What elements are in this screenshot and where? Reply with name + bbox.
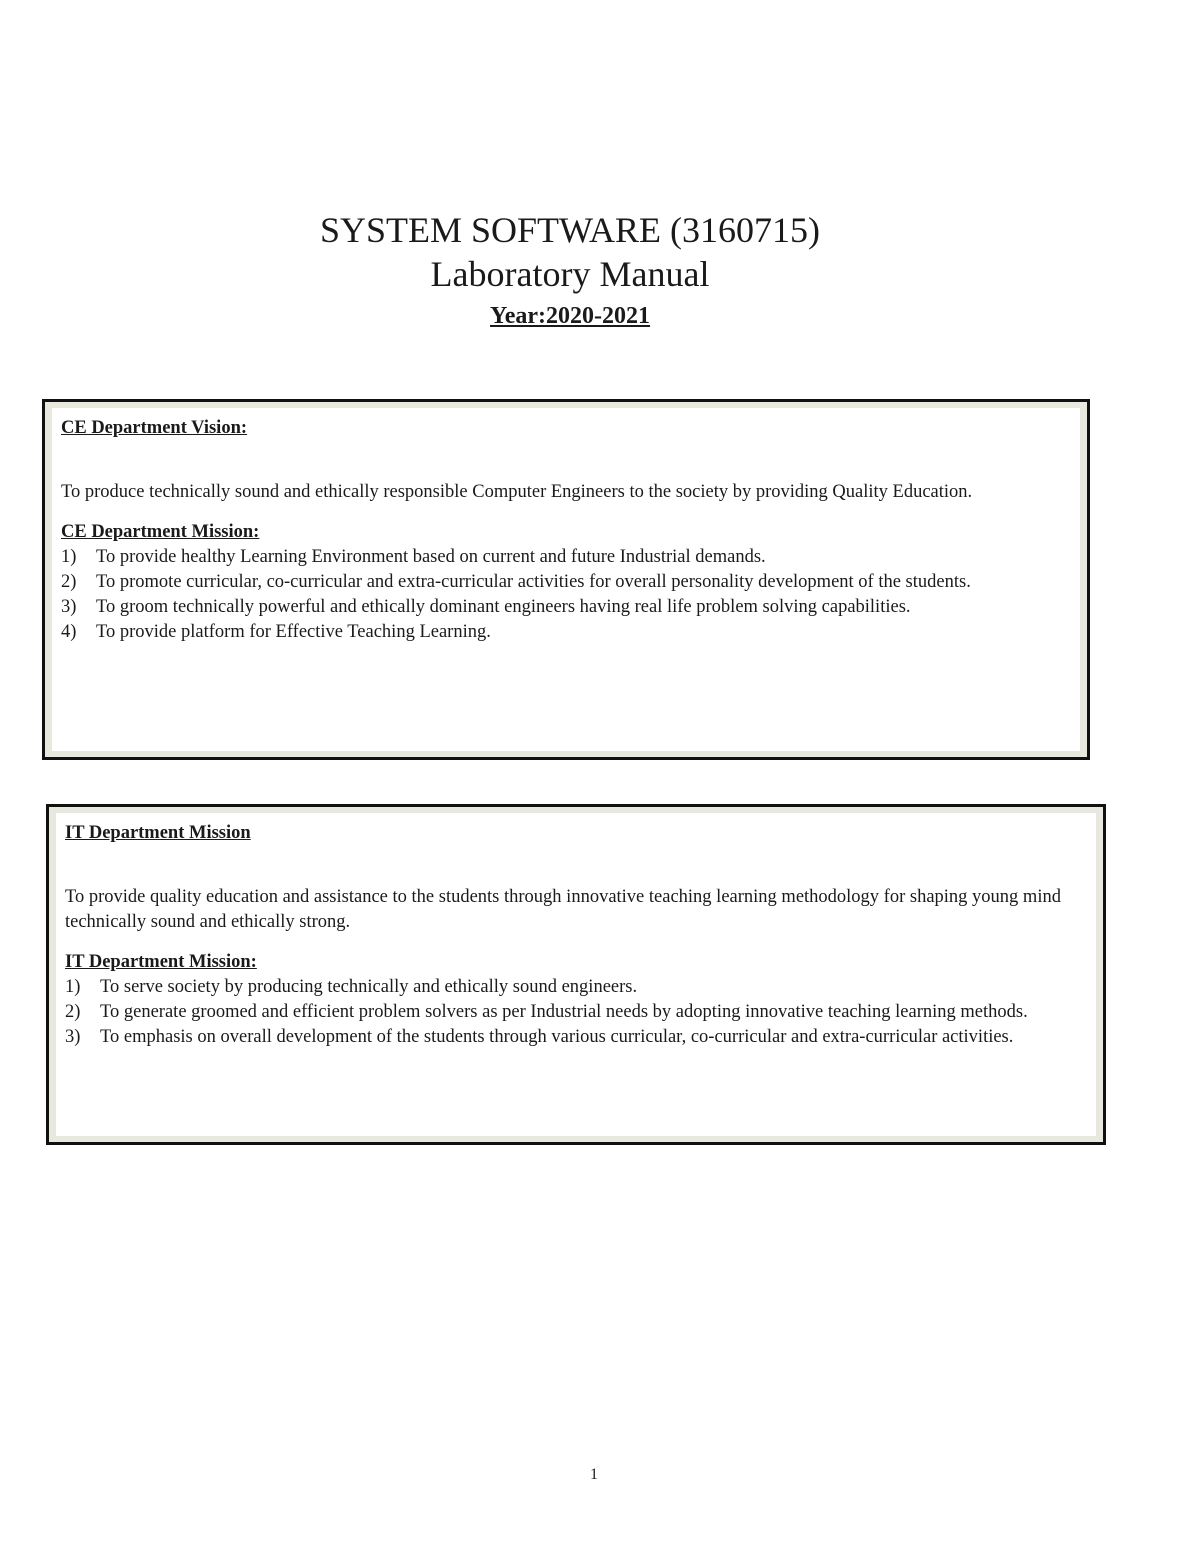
title-block [0, 208, 1140, 336]
list-item-text: To serve society by producing technically and ethically sound engineers. [100, 977, 638, 997]
ce-box-content [52, 408, 1080, 751]
academic-year: Year:2020-2021 [490, 303, 650, 329]
it-mission-list [65, 975, 1086, 1050]
ce-mission-heading: CE Department Mission: [61, 522, 260, 542]
list-item-text: To groom technically powerful and ethically dominant engineers having real life problem solving capabilities. [96, 597, 911, 617]
list-item [61, 570, 1070, 595]
it-department-box [46, 804, 1106, 1145]
list-item [65, 1000, 1086, 1025]
ce-vision-heading: CE Department Vision: [61, 418, 248, 438]
list-item-text: To promote curricular, co-curricular and extra-curricular activities for overall personality development of the students. [96, 572, 971, 592]
list-item-text: To emphasis on overall development of the students through various curricular, co-curricular and extra-curricular activities. [100, 1027, 1014, 1047]
list-item-number: 3) [61, 597, 77, 617]
list-item-number: 1) [65, 977, 81, 997]
it-mission-heading: IT Department Mission: [65, 952, 257, 972]
list-item-number: 2) [65, 1002, 81, 1022]
it-vision-heading: IT Department Mission [65, 823, 251, 843]
it-vision-text: To provide quality education and assistance to the students through innovative teaching learning methodology for shaping young mind technically sound and ethically strong. [65, 887, 1061, 932]
document-title: SYSTEM SOFTWARE (3160715) [319, 210, 821, 250]
list-item-number: 3) [65, 1027, 81, 1047]
list-item [61, 595, 1070, 620]
it-box-content [56, 813, 1096, 1136]
list-item-text: To generate groomed and efficient problem solvers as per Industrial needs by adopting innovative teaching learning methods. [100, 1002, 1028, 1022]
list-item [61, 620, 1070, 645]
ce-department-box [42, 399, 1090, 760]
list-item-number: 2) [61, 572, 77, 592]
list-item [65, 975, 1086, 1000]
page-number: 1 [590, 1466, 598, 1483]
list-item [61, 545, 1070, 570]
list-item [65, 1025, 1086, 1050]
list-item-text: To provide platform for Effective Teaching Learning. [96, 622, 491, 642]
list-item-text: To provide healthy Learning Environment based on current and future Industrial demands. [96, 547, 766, 567]
list-item-number: 1) [61, 547, 77, 567]
ce-vision-text: To produce technically sound and ethically responsible Computer Engineers to the society by providing Quality Education. [61, 482, 973, 502]
ce-mission-list [61, 545, 1070, 645]
list-item-number: 4) [61, 622, 77, 642]
document-subtitle: Laboratory Manual [430, 254, 710, 294]
